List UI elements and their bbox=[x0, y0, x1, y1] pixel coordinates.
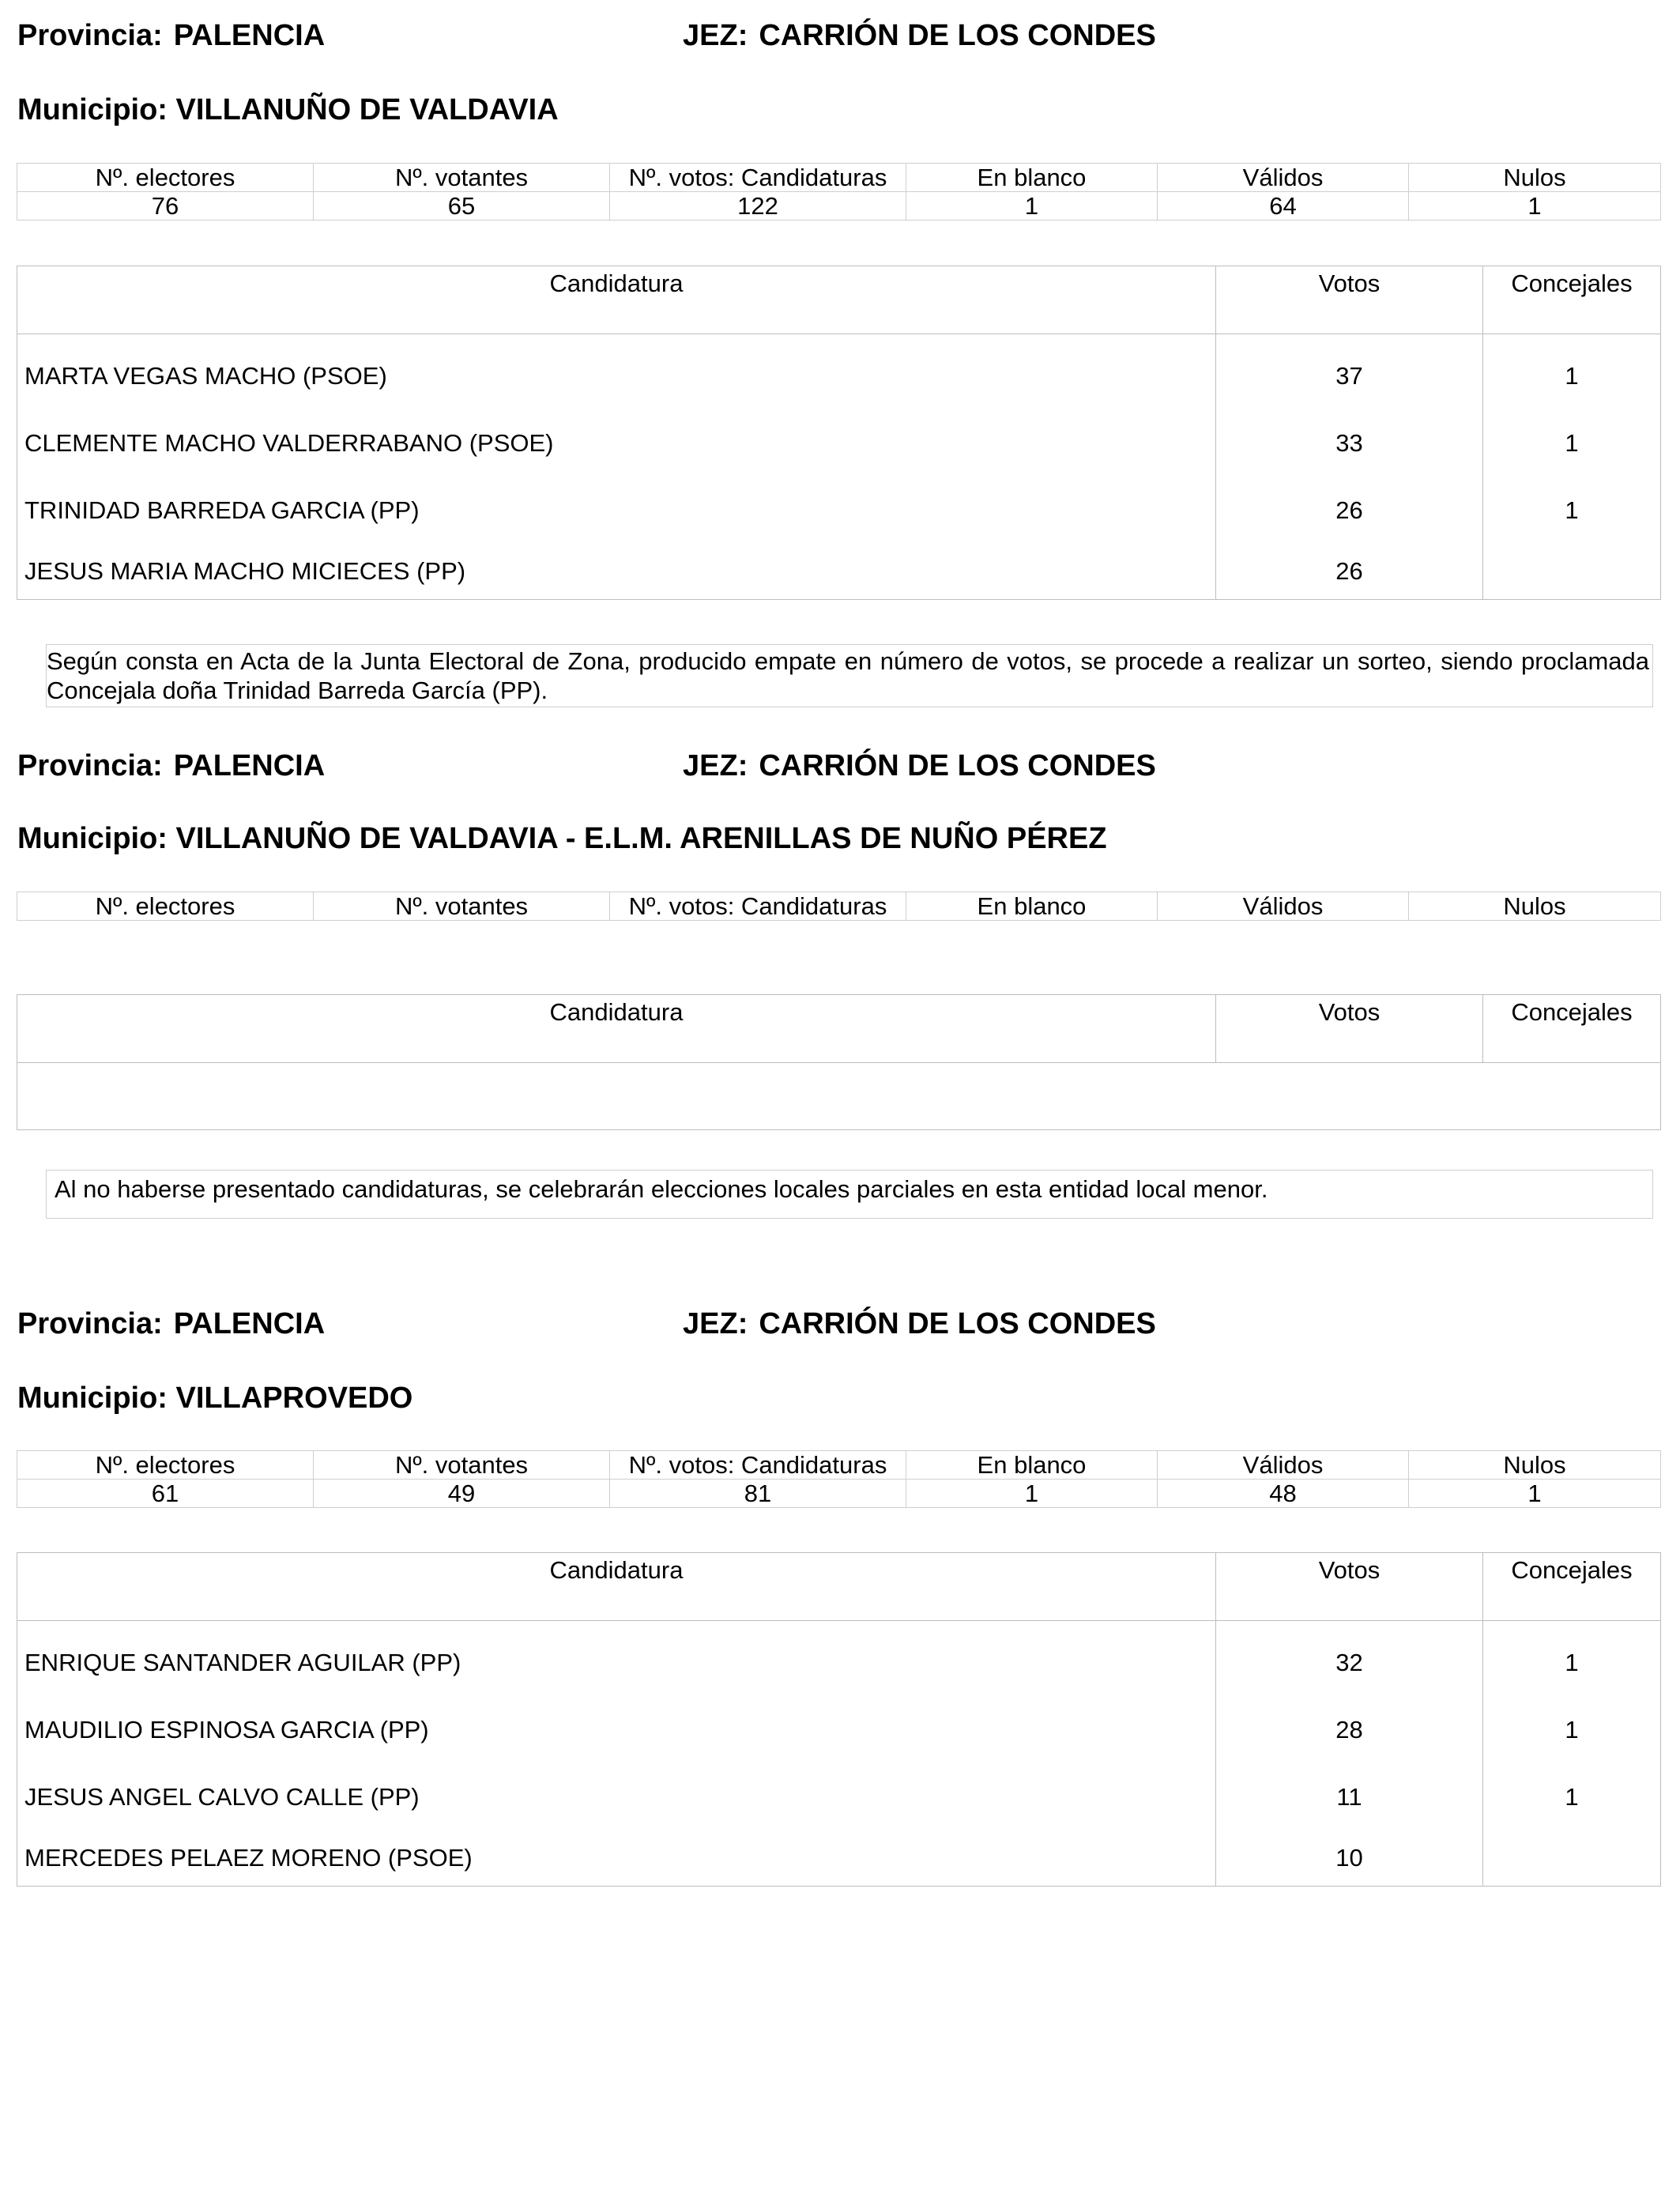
stats-header-nulos: Nulos bbox=[1409, 892, 1661, 921]
stats-header-row bbox=[17, 892, 1661, 921]
candidate-name: JESUS MARIA MACHO MICIECES (PP) bbox=[17, 544, 1216, 600]
stats-value-row bbox=[17, 1480, 1661, 1508]
table-row bbox=[17, 409, 1661, 477]
candidate-seats: 1 bbox=[1483, 409, 1661, 477]
stats-value-validos: 48 bbox=[1158, 1480, 1409, 1508]
stats-header-votos-candidaturas: Nº. votos: Candidaturas bbox=[610, 892, 906, 921]
provincia-value: PALENCIA bbox=[173, 19, 326, 52]
table-row bbox=[17, 334, 1661, 410]
provincia-heading bbox=[17, 1307, 325, 1341]
candidate-votes: 10 bbox=[1216, 1830, 1483, 1887]
stats-header-electores: Nº. electores bbox=[17, 1451, 314, 1480]
tie-note: Según consta en Acta de la Junta Electoral de Zona, producido empate en número de votos, se procede a realizar un sorteo, siendo proclamada Concejala doña Trinidad Barreda García (PP). bbox=[46, 644, 1653, 707]
stats-value-validos: 64 bbox=[1158, 192, 1409, 221]
table-row bbox=[17, 1696, 1661, 1763]
municipio-heading bbox=[17, 822, 1107, 856]
stats-header-row bbox=[17, 1451, 1661, 1480]
candidate-name: CLEMENTE MACHO VALDERRABANO (PSOE) bbox=[17, 409, 1216, 477]
candidate-seats: 1 bbox=[1483, 1696, 1661, 1763]
candidate-seats bbox=[1483, 1830, 1661, 1887]
table-row bbox=[17, 477, 1661, 544]
municipio-value: VILLANUÑO DE VALDAVIA bbox=[175, 93, 559, 126]
stats-header-votantes: Nº. votantes bbox=[314, 892, 610, 921]
table-row bbox=[17, 544, 1661, 600]
municipio-value: VILLAPROVEDO bbox=[175, 1382, 413, 1415]
stats-header-votos-candidaturas: Nº. votos: Candidaturas bbox=[610, 1451, 906, 1480]
candidate-votes: 32 bbox=[1216, 1621, 1483, 1697]
municipio-label: Municipio: bbox=[17, 1382, 168, 1415]
provincia-label: Provincia: bbox=[17, 1307, 163, 1340]
stats-value-votantes: 65 bbox=[314, 192, 610, 221]
stats-header-electores: Nº. electores bbox=[17, 892, 314, 921]
table-row bbox=[17, 1621, 1661, 1697]
stats-header-row bbox=[17, 164, 1661, 192]
stats-header-nulos: Nulos bbox=[1409, 164, 1661, 192]
stats-header-en-blanco: En blanco bbox=[906, 892, 1158, 921]
provincia-heading bbox=[17, 19, 325, 53]
candidatura-header: Candidatura bbox=[17, 995, 1216, 1063]
candidate-name: MARTA VEGAS MACHO (PSOE) bbox=[17, 334, 1216, 410]
concejales-header: Concejales bbox=[1483, 1553, 1661, 1621]
empty-candidates-cell bbox=[17, 1063, 1661, 1130]
jez-value: CARRIÓN DE LOS CONDES bbox=[759, 19, 1156, 52]
stats-value-en-blanco: 1 bbox=[906, 1480, 1158, 1508]
candidate-name: MERCEDES PELAEZ MORENO (PSOE) bbox=[17, 1830, 1216, 1887]
candidates-header-row bbox=[17, 266, 1661, 334]
candidate-name: JESUS ANGEL CALVO CALLE (PP) bbox=[17, 1763, 1216, 1830]
candidates-table bbox=[17, 266, 1661, 600]
jez-label: JEZ: bbox=[683, 749, 748, 782]
candidate-name: MAUDILIO ESPINOSA GARCIA (PP) bbox=[17, 1696, 1216, 1763]
stats-header-votantes: Nº. votantes bbox=[314, 1451, 610, 1480]
stats-table bbox=[17, 163, 1661, 221]
stats-value-votos-candidaturas: 122 bbox=[610, 192, 906, 221]
municipio-label: Municipio: bbox=[17, 93, 168, 126]
votos-header: Votos bbox=[1216, 266, 1483, 334]
candidate-seats: 1 bbox=[1483, 334, 1661, 410]
candidates-header-row bbox=[17, 995, 1661, 1063]
no-candidates-note: Al no haberse presentado candidaturas, se celebrarán elecciones locales parciales en esta entidad local menor. bbox=[46, 1170, 1653, 1219]
stats-table bbox=[17, 892, 1661, 921]
candidate-name: ENRIQUE SANTANDER AGUILAR (PP) bbox=[17, 1621, 1216, 1697]
jez-label: JEZ: bbox=[683, 1307, 748, 1340]
jez-heading bbox=[683, 1307, 1156, 1341]
stats-header-en-blanco: En blanco bbox=[906, 1451, 1158, 1480]
municipio-heading bbox=[17, 93, 559, 127]
candidate-seats: 1 bbox=[1483, 1763, 1661, 1830]
stats-value-nulos: 1 bbox=[1409, 1480, 1661, 1508]
candidatura-header: Candidatura bbox=[17, 266, 1216, 334]
provincia-value: PALENCIA bbox=[173, 1307, 326, 1340]
votos-header: Votos bbox=[1216, 1553, 1483, 1621]
empty-candidates-row bbox=[17, 1063, 1661, 1130]
stats-header-validos: Válidos bbox=[1158, 164, 1409, 192]
stats-table bbox=[17, 1450, 1661, 1508]
stats-value-votos-candidaturas: 81 bbox=[610, 1480, 906, 1508]
candidatura-header: Candidatura bbox=[17, 1553, 1216, 1621]
candidate-votes: 28 bbox=[1216, 1696, 1483, 1763]
jez-heading bbox=[683, 19, 1156, 53]
candidate-seats: 1 bbox=[1483, 1621, 1661, 1697]
jez-label: JEZ: bbox=[683, 19, 748, 52]
candidate-votes: 26 bbox=[1216, 544, 1483, 600]
candidate-votes: 26 bbox=[1216, 477, 1483, 544]
stats-value-electores: 76 bbox=[17, 192, 314, 221]
candidate-name: TRINIDAD BARREDA GARCIA (PP) bbox=[17, 477, 1216, 544]
jez-value: CARRIÓN DE LOS CONDES bbox=[759, 749, 1156, 782]
stats-header-nulos: Nulos bbox=[1409, 1451, 1661, 1480]
candidate-seats: 1 bbox=[1483, 477, 1661, 544]
candidates-table bbox=[17, 994, 1661, 1130]
stats-header-electores: Nº. electores bbox=[17, 164, 314, 192]
candidate-seats bbox=[1483, 544, 1661, 600]
stats-value-electores: 61 bbox=[17, 1480, 314, 1508]
table-row bbox=[17, 1763, 1661, 1830]
table-row bbox=[17, 1830, 1661, 1887]
concejales-header: Concejales bbox=[1483, 995, 1661, 1063]
municipio-label: Municipio: bbox=[17, 822, 168, 855]
candidate-votes: 37 bbox=[1216, 334, 1483, 410]
jez-heading bbox=[683, 749, 1156, 783]
provincia-label: Provincia: bbox=[17, 749, 163, 782]
stats-header-votos-candidaturas: Nº. votos: Candidaturas bbox=[610, 164, 906, 192]
stats-value-votantes: 49 bbox=[314, 1480, 610, 1508]
stats-value-nulos: 1 bbox=[1409, 192, 1661, 221]
stats-header-votantes: Nº. votantes bbox=[314, 164, 610, 192]
votos-header: Votos bbox=[1216, 995, 1483, 1063]
candidates-header-row bbox=[17, 1553, 1661, 1621]
candidates-table bbox=[17, 1552, 1661, 1887]
candidate-votes: 33 bbox=[1216, 409, 1483, 477]
stats-header-validos: Válidos bbox=[1158, 892, 1409, 921]
candidate-votes: 11 bbox=[1216, 1763, 1483, 1830]
stats-value-row bbox=[17, 192, 1661, 221]
concejales-header: Concejales bbox=[1483, 266, 1661, 334]
provincia-value: PALENCIA bbox=[173, 749, 326, 782]
stats-header-en-blanco: En blanco bbox=[906, 164, 1158, 192]
municipio-value: VILLANUÑO DE VALDAVIA - E.L.M. ARENILLAS DE NUÑO PÉREZ bbox=[175, 822, 1107, 855]
provincia-label: Provincia: bbox=[17, 19, 163, 52]
jez-value: CARRIÓN DE LOS CONDES bbox=[759, 1307, 1156, 1340]
stats-value-en-blanco: 1 bbox=[906, 192, 1158, 221]
provincia-heading bbox=[17, 749, 325, 783]
municipio-heading bbox=[17, 1382, 412, 1416]
stats-header-validos: Válidos bbox=[1158, 1451, 1409, 1480]
